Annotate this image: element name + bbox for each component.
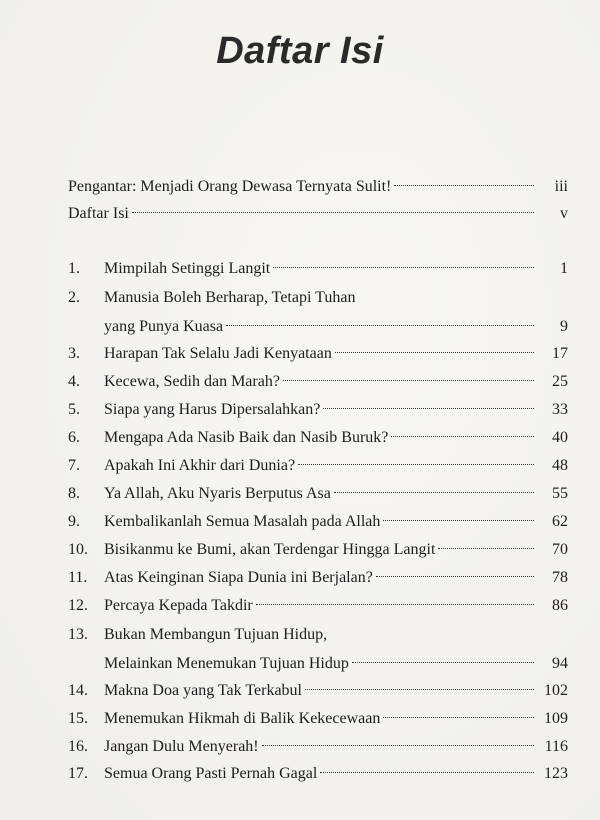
toc-chapter-entry[interactable] — [68, 480, 568, 508]
dot-leader — [334, 492, 534, 493]
entry-line — [104, 396, 568, 424]
entry-page-number: 1 — [560, 260, 568, 277]
entry-line — [104, 255, 568, 283]
dot-leader — [335, 352, 534, 353]
toc-chapter-entry[interactable] — [68, 733, 568, 761]
entry-title: Harapan Tak Selalu Jadi Kenyataan — [104, 345, 332, 362]
entry-page-number: iii — [554, 178, 568, 195]
entry-title-line1: Manusia Boleh Berharap, Tetapi Tuhan — [104, 289, 356, 306]
entry-number: 3. — [68, 345, 80, 362]
entry-line — [68, 200, 568, 228]
toc-chapter-entry[interactable] — [68, 508, 568, 536]
entry-line — [104, 677, 568, 705]
entry-title: Daftar Isi — [68, 205, 129, 222]
dot-leader — [438, 548, 534, 549]
dot-leader — [376, 576, 534, 577]
entry-line — [104, 508, 568, 536]
dot-leader — [256, 604, 534, 605]
entry-title: Apakah Ini Akhir dari Dunia? — [104, 457, 296, 474]
entry-number: 7. — [68, 457, 80, 474]
page-title: Daftar Isi — [216, 30, 384, 72]
entry-page-number: v — [560, 205, 568, 222]
entry-page-number: 9 — [560, 318, 568, 335]
entry-title: Kembalikanlah Semua Masalah pada Allah — [104, 513, 381, 530]
toc-chapter-entry[interactable] — [68, 705, 568, 733]
dot-leader — [394, 185, 534, 186]
entry-number: 5. — [68, 401, 80, 418]
entry-line — [104, 733, 568, 761]
entry-page-number: 109 — [544, 710, 568, 727]
entry-line — [104, 536, 568, 564]
toc-front-entry[interactable] — [68, 173, 568, 201]
entry-page-number: 33 — [552, 401, 568, 418]
entry-title: Semua Orang Pasti Pernah Gagal — [104, 765, 318, 782]
entry-number: 8. — [68, 485, 80, 502]
dot-leader — [383, 717, 534, 718]
entry-line — [104, 650, 568, 678]
dot-leader — [383, 520, 534, 521]
entry-page-number: 86 — [552, 597, 568, 614]
entry-page-number: 25 — [552, 373, 568, 390]
toc-chapter-entry[interactable] — [68, 677, 568, 705]
entry-page-number: 94 — [552, 655, 568, 672]
entry-number: 13. — [68, 626, 88, 643]
entry-number: 6. — [68, 429, 80, 446]
entry-number: 4. — [68, 373, 80, 390]
entry-number: 15. — [68, 710, 88, 727]
dot-leader — [352, 662, 534, 663]
entry-title: Pengantar: Menjadi Orang Dewasa Ternyata Sulit! — [68, 178, 392, 195]
entry-title: Percaya Kepada Takdir — [104, 597, 253, 614]
entry-title: Menemukan Hikmah di Balik Kekecewaan — [104, 710, 381, 727]
dot-leader — [273, 267, 534, 268]
entry-page-number: 70 — [552, 541, 568, 558]
dot-leader — [283, 380, 534, 381]
entry-title: Kecewa, Sedih dan Marah? — [104, 373, 280, 390]
toc-chapter-entry[interactable] — [68, 760, 568, 788]
entry-line — [104, 424, 568, 452]
entry-page-number: 102 — [544, 682, 568, 699]
entry-page-number: 78 — [552, 569, 568, 586]
entry-page-number: 116 — [544, 738, 568, 755]
dot-leader — [262, 745, 534, 746]
entry-line — [104, 480, 568, 508]
toc-chapter-entry[interactable] — [68, 368, 568, 396]
entry-title: Melainkan Menemukan Tujuan Hidup — [104, 655, 349, 672]
dot-leader — [323, 408, 534, 409]
entry-line — [104, 592, 568, 620]
entry-page-number: 40 — [552, 429, 568, 446]
dot-leader — [298, 464, 534, 465]
entry-title: Bisikanmu ke Bumi, akan Terdengar Hingga Langit — [104, 541, 436, 558]
entry-page-number: 55 — [552, 485, 568, 502]
entry-number: 2. — [68, 289, 80, 306]
entry-title: Mimpilah Setinggi Langit — [104, 260, 271, 277]
entry-line — [104, 564, 568, 592]
toc-chapter-entry[interactable] — [68, 592, 568, 620]
entry-title: Makna Doa yang Tak Terkabul — [104, 682, 302, 699]
entry-page-number: 17 — [552, 345, 568, 362]
entry-line — [104, 313, 568, 341]
entry-number: 9. — [68, 513, 80, 530]
entry-line — [104, 340, 568, 368]
toc-chapter-entry[interactable] — [68, 284, 568, 335]
entry-page-number: 48 — [552, 457, 568, 474]
toc-chapter-entry[interactable] — [68, 340, 568, 368]
entry-title: Jangan Dulu Menyerah! — [104, 738, 259, 755]
entry-number: 1. — [68, 260, 80, 277]
entry-number: 17. — [68, 765, 88, 782]
entry-number: 11. — [68, 569, 88, 586]
entry-page-number: 123 — [544, 765, 568, 782]
entry-title: Siapa yang Harus Dipersalahkan? — [104, 401, 321, 418]
entry-number: 10. — [68, 541, 88, 558]
entry-title: Ya Allah, Aku Nyaris Berputus Asa — [104, 485, 331, 502]
entry-title: yang Punya Kuasa — [104, 318, 224, 335]
toc-chapter-entry[interactable] — [68, 536, 568, 564]
dot-leader — [226, 325, 534, 326]
entry-line — [104, 760, 568, 788]
entry-title-line1: Bukan Membangun Tujuan Hidup, — [104, 626, 328, 643]
entry-line — [68, 173, 568, 201]
toc-chapter-entry[interactable] — [68, 255, 568, 283]
dot-leader — [305, 689, 534, 690]
entry-page-number: 62 — [552, 513, 568, 530]
dot-leader — [391, 436, 534, 437]
dot-leader — [320, 772, 534, 773]
entry-line — [104, 452, 568, 480]
entry-line — [104, 705, 568, 733]
toc-chapter-entry[interactable] — [68, 396, 568, 424]
toc-chapter-entry[interactable] — [68, 564, 568, 592]
dot-leader — [132, 212, 534, 213]
entry-number: 16. — [68, 738, 88, 755]
entry-number: 12. — [68, 597, 88, 614]
toc-chapter-entry[interactable] — [68, 424, 568, 452]
toc-chapter-entry[interactable] — [68, 621, 568, 672]
toc-chapter-entry[interactable] — [68, 452, 568, 480]
entry-title: Atas Keinginan Siapa Dunia ini Berjalan? — [104, 569, 373, 586]
entry-line — [104, 368, 568, 396]
toc-front-entry[interactable] — [68, 200, 568, 228]
entry-number: 14. — [68, 682, 88, 699]
entry-title: Mengapa Ada Nasib Baik dan Nasib Buruk? — [104, 429, 389, 446]
